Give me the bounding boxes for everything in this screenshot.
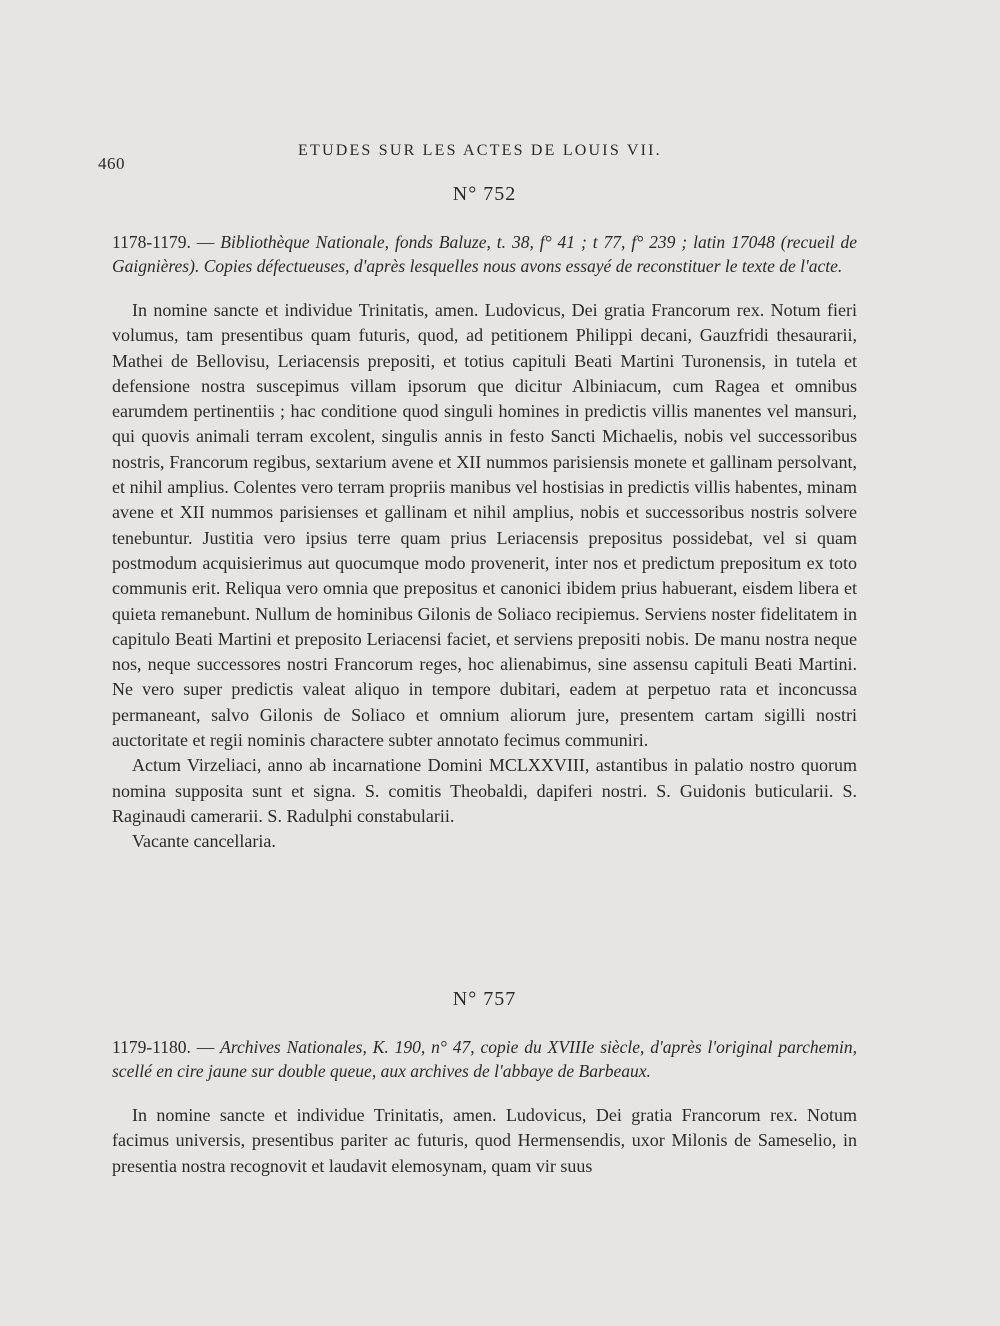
act-number: N° 757 [452, 988, 517, 1010]
charter-text [112, 1103, 857, 1179]
source-description: Archives Nationales, K. 190, n° 47, copie du XVIIIe siècle, d'après l'original parchemin, scellé en cire jaune sur double queue, aux archives de l'abbaye de Barbeaux. [112, 1037, 857, 1081]
source-description: Bibliothèque Nationale, fonds Baluze, t. 38, f° 41 ; t 77, f° 239 ; latin 17048 (recueil de Gaignières). Copies défectueuses, d'après lesquelles nous avons essayé de reconstituer le texte de l'acte. [112, 232, 858, 276]
act-date: 1178-1179. — [112, 232, 221, 252]
charter-paragraph: In nomine sancte et individue Trinitatis, amen. Ludovicus, Dei gratia Francorum rex. Notum facimus universis, presentibus pariter ac futuris, quod Hermensendis, uxor Milonis de Sameselio, in presentia nostra recognovit et laudavit elemosynam, quam vir suus [112, 1105, 857, 1176]
charter-text [112, 298, 857, 855]
source-note [112, 230, 857, 278]
act-757 [112, 988, 857, 1179]
charter-paragraph: Vacante cancellaria. [132, 831, 276, 852]
page-number: 460 [98, 154, 125, 173]
running-head-title: ETUDES SUR LES ACTES DE LOUIS VII. [298, 142, 662, 159]
act-752 [112, 183, 857, 855]
charter-paragraph: In nomine sancte et individue Trinitatis, amen. Ludovicus, Dei gratia Francorum rex. Notum fieri volumus, tam presentibus quam futuris, quod, ad petitionem Philippi decani, Gauzfridi thesaurarii, Mathei de Bellovisu, Leriacensis prepositi, et totius capituli Beati Martini Turonensis, in tutela et defensione nostra suscepimus villam ipsorum que dicitur Albiniacum, cum Ragea et omnibus earumdem pertinentiis ; hac conditione quod singuli homines in predictis villis manentes vel mansuri, qui quovis animali terram excolent, singulis annis in festo Sancti Michaelis, nobis vel successoribus nostris, Francorum regibus, sextarium avene et XII nummos parisiensis monete et gallinam persolvant, et nihil amplius. Colentes vero terram propriis manibus vel hostisias in predictis villis habentes, minam avene et XII nummos parisienses et gallinam et nihil amplius, nobis et successoribus nostris solvere tenebuntur. Justitia vero ipsius terre quam prius Leriacensis prepositus possidebat, vel si quam postmodum acquisierimus aut quocumque modo provenerit, inter nos et predictum prepositum ex toto communis erit. Reliqua vero omnia que prepositus et canonici ibidem prius habuerant, eisdem libera et quieta remanebunt. Nullum de hominibus Gilonis de Soliaco recipiemus. Serviens noster fidelitatem in capitulo Beati Martini et preposito Leriacensi faciet, et serviens prepositi nobis. De manu nostra neque nos, neque successores nostri Francorum reges, hoc alienabimus, sine assensu capituli Beati Martini. Ne vero super predictis valeat aliquo in tempore dubitari, eadem at perpetuo rata et inconcussa permaneant, salvo Gilonis de Soliaco et omnium aliorum jure, presentem cartam sigilli nostri auctoritate et regii nominis charactere subter annotato fecimus communiri. [112, 300, 857, 751]
act-number: N° 752 [452, 183, 517, 205]
source-note [112, 1035, 857, 1083]
act-date: 1179-1180. — [112, 1037, 221, 1057]
running-head [98, 142, 858, 173]
charter-paragraph: Actum Virzeliaci, anno ab incarnatione Domini MCLXXVIII, astantibus in palatio nostro quorum nomina supposita sunt et signa. S. comitis Theobaldi, dapiferi nostri. S. Guidonis buticularii. S. Raginaudi camerarii. S. Radulphi constabularii. [112, 755, 857, 826]
